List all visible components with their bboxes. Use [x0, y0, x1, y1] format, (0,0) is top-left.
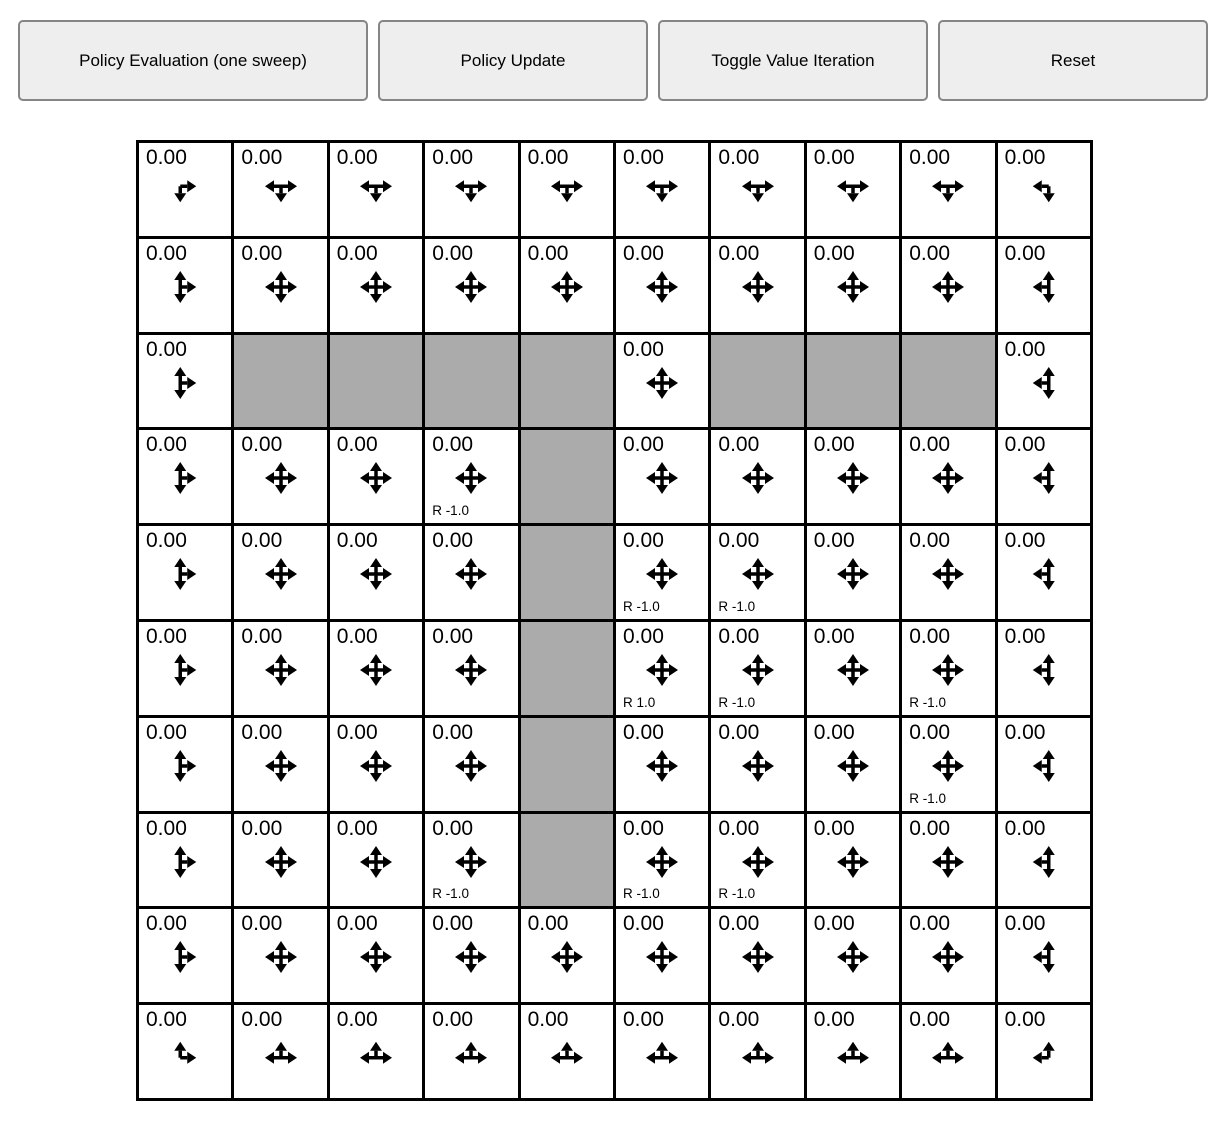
state-value: 0.00 [909, 433, 951, 457]
state-value: 0.00 [718, 1008, 760, 1032]
grid-cell-1-8 [902, 239, 994, 332]
grid-cell-9-7 [807, 1005, 899, 1098]
state-value: 0.00 [146, 241, 187, 265]
grid-cell-3-9 [998, 430, 1090, 523]
state-value: 0.00 [241, 433, 283, 457]
state-value: 0.00 [909, 529, 951, 553]
policy-arrows-icon [640, 361, 684, 405]
state-value: 0.00 [241, 1008, 283, 1032]
policy-arrows-icon [449, 552, 493, 596]
grid-cell-7-0 [139, 814, 231, 907]
state-value: 0.00 [432, 433, 474, 457]
policy-arrows-icon [259, 265, 303, 309]
policy-arrows-icon [449, 265, 493, 309]
state-value: 0.00 [1004, 912, 1046, 936]
policy-evaluation-button[interactable]: Policy Evaluation (one sweep) [18, 20, 368, 101]
state-value: 0.00 [146, 816, 187, 840]
grid-cell-8-9 [998, 909, 1090, 1002]
policy-arrows-icon [545, 265, 589, 309]
grid-cell-8-3 [425, 909, 517, 1002]
policy-arrows-icon [545, 169, 589, 213]
state-value: 0.00 [336, 912, 378, 936]
grid-cell-2-0 [139, 335, 231, 428]
state-value: 0.00 [813, 146, 855, 169]
grid-cell-5-1 [234, 622, 326, 715]
policy-arrows-icon [736, 648, 780, 692]
state-value: 0.00 [241, 241, 283, 265]
state-value: 0.00 [527, 146, 569, 169]
policy-arrows-icon [736, 552, 780, 596]
policy-arrows-icon [926, 840, 970, 884]
grid-cell-1-4 [521, 239, 613, 332]
state-value: 0.00 [432, 241, 474, 265]
policy-arrows-icon [736, 169, 780, 213]
state-value: 0.00 [623, 625, 664, 648]
grid-cell-4-2 [330, 526, 422, 619]
policy-arrows-icon [259, 744, 303, 788]
state-value: 0.00 [146, 146, 187, 169]
reset-button[interactable]: Reset [938, 20, 1208, 101]
grid-cell-1-5 [616, 239, 708, 332]
policy-arrows-icon [926, 648, 970, 692]
policy-arrows-icon [736, 456, 780, 500]
state-value: 0.00 [432, 146, 474, 169]
state-value: 0.00 [1004, 146, 1046, 169]
state-value: 0.00 [813, 816, 855, 840]
reward-label: R -1.0 [432, 886, 469, 902]
policy-arrows-icon [640, 935, 684, 979]
policy-arrows-icon [163, 1031, 207, 1075]
policy-arrows-icon [354, 552, 398, 596]
state-value: 0.00 [718, 625, 760, 648]
state-value: 0.00 [146, 433, 187, 457]
state-value: 0.00 [1004, 816, 1046, 840]
policy-arrows-icon [831, 648, 875, 692]
state-value: 0.00 [336, 529, 378, 553]
state-value: 0.00 [146, 529, 187, 553]
policy-arrows-icon [259, 1031, 303, 1075]
policy-arrows-icon [926, 935, 970, 979]
state-value: 0.00 [623, 337, 664, 361]
grid-cell-6-2 [330, 718, 422, 811]
wall-cell-2-6 [711, 335, 803, 428]
policy-arrows-icon [354, 840, 398, 884]
policy-arrows-icon [163, 935, 207, 979]
policy-arrows-icon [1022, 840, 1066, 884]
grid-cell-2-5 [616, 335, 708, 428]
state-value: 0.00 [241, 529, 283, 553]
policy-arrows-icon [259, 456, 303, 500]
policy-arrows-icon [1022, 935, 1066, 979]
state-value: 0.00 [336, 625, 378, 648]
policy-arrows-icon [163, 552, 207, 596]
grid-cell-3-7 [807, 430, 899, 523]
state-value: 0.00 [718, 241, 760, 265]
policy-arrows-icon [640, 169, 684, 213]
state-value: 0.00 [432, 625, 474, 648]
policy-arrows-icon [831, 744, 875, 788]
grid-cell-1-9 [998, 239, 1090, 332]
policy-arrows-icon [1022, 265, 1066, 309]
policy-arrows-icon [354, 1031, 398, 1075]
policy-arrows-icon [354, 456, 398, 500]
state-value: 0.00 [909, 720, 951, 744]
grid-cell-1-2 [330, 239, 422, 332]
state-value: 0.00 [241, 625, 283, 648]
grid-cell-7-1 [234, 814, 326, 907]
wall-cell-2-1 [234, 335, 326, 428]
grid-cell-8-8 [902, 909, 994, 1002]
policy-arrows-icon [1022, 1031, 1066, 1075]
reward-label: R -1.0 [623, 599, 660, 614]
reward-label: R -1.0 [623, 886, 660, 902]
policy-arrows-icon [1022, 169, 1066, 213]
state-value: 0.00 [813, 529, 855, 553]
state-value: 0.00 [241, 912, 283, 936]
policy-arrows-icon [926, 744, 970, 788]
wall-cell-2-7 [807, 335, 899, 428]
policy-arrows-icon [736, 935, 780, 979]
state-value: 0.00 [909, 146, 951, 169]
policy-arrows-icon [736, 744, 780, 788]
policy-arrows-icon [545, 935, 589, 979]
grid-cell-3-8 [902, 430, 994, 523]
policy-arrows-icon [640, 1031, 684, 1075]
grid-cell-4-6 [711, 526, 803, 619]
grid-cell-7-5 [616, 814, 708, 907]
grid-cell-3-3 [425, 430, 517, 523]
state-value: 0.00 [1004, 241, 1046, 265]
policy-arrows-icon [163, 361, 207, 405]
state-value: 0.00 [527, 912, 569, 936]
policy-arrows-icon [449, 935, 493, 979]
grid-cell-8-4 [521, 909, 613, 1002]
policy-arrows-icon [449, 169, 493, 213]
grid-cell-6-5 [616, 718, 708, 811]
policy-arrows-icon [259, 648, 303, 692]
policy-arrows-icon [449, 1031, 493, 1075]
grid-cell-9-5 [616, 1005, 708, 1098]
state-value: 0.00 [909, 625, 951, 648]
grid-cell-9-1 [234, 1005, 326, 1098]
state-value: 0.00 [1004, 720, 1046, 744]
state-value: 0.00 [718, 720, 760, 744]
wall-cell-5-4 [521, 622, 613, 715]
grid-cell-8-2 [330, 909, 422, 1002]
policy-arrows-icon [163, 456, 207, 500]
policy-arrows-icon [163, 744, 207, 788]
state-value: 0.00 [718, 816, 760, 840]
state-value: 0.00 [909, 816, 951, 840]
policy-arrows-icon [831, 456, 875, 500]
policy-arrows-icon [1022, 744, 1066, 788]
wall-cell-2-8 [902, 335, 994, 428]
wall-cell-7-4 [521, 814, 613, 907]
grid-cell-5-9 [998, 622, 1090, 715]
policy-arrows-icon [831, 169, 875, 213]
wall-cell-2-4 [521, 335, 613, 428]
state-value: 0.00 [146, 337, 187, 361]
state-value: 0.00 [623, 720, 664, 744]
grid-cell-6-1 [234, 718, 326, 811]
grid-cell-9-4 [521, 1005, 613, 1098]
state-value: 0.00 [1004, 337, 1046, 361]
state-value: 0.00 [527, 241, 569, 265]
policy-arrows-icon [926, 552, 970, 596]
policy-arrows-icon [449, 456, 493, 500]
policy-arrows-icon [163, 648, 207, 692]
grid-cell-0-9 [998, 143, 1090, 236]
state-value: 0.00 [432, 912, 474, 936]
policy-arrows-icon [736, 265, 780, 309]
policy-arrows-icon [259, 840, 303, 884]
policy-arrows-icon [354, 265, 398, 309]
grid-cell-6-3 [425, 718, 517, 811]
state-value: 0.00 [432, 1008, 474, 1032]
state-value: 0.00 [718, 529, 760, 553]
policy-arrows-icon [736, 840, 780, 884]
state-value: 0.00 [813, 912, 855, 936]
state-value: 0.00 [336, 433, 378, 457]
grid-cell-4-9 [998, 526, 1090, 619]
policy-arrows-icon [831, 1031, 875, 1075]
policy-arrows-icon [926, 456, 970, 500]
wall-cell-2-2 [330, 335, 422, 428]
grid-cell-7-3 [425, 814, 517, 907]
state-value: 0.00 [336, 146, 378, 169]
policy-arrows-icon [926, 1031, 970, 1075]
grid-cell-7-2 [330, 814, 422, 907]
grid-cell-3-2 [330, 430, 422, 523]
state-value: 0.00 [1004, 625, 1046, 648]
policy-arrows-icon [831, 840, 875, 884]
grid-cell-3-1 [234, 430, 326, 523]
reward-label: R -1.0 [718, 599, 756, 614]
policy-arrows-icon [1022, 456, 1066, 500]
state-value: 0.00 [146, 625, 187, 648]
grid-cell-8-6 [711, 909, 803, 1002]
policy-arrows-icon [163, 840, 207, 884]
grid-cell-5-3 [425, 622, 517, 715]
policy-arrows-icon [354, 935, 398, 979]
grid-cell-1-0 [139, 239, 231, 332]
policy-arrows-icon [163, 265, 207, 309]
state-value: 0.00 [1004, 433, 1046, 457]
policy-arrows-icon [163, 169, 207, 213]
grid-cell-7-9 [998, 814, 1090, 907]
policy-arrows-icon [831, 265, 875, 309]
grid-cell-5-7 [807, 622, 899, 715]
policy-arrows-icon [545, 1031, 589, 1075]
wall-cell-6-4 [521, 718, 613, 811]
policy-arrows-icon [736, 1031, 780, 1075]
state-value: 0.00 [146, 720, 187, 744]
grid-cell-2-9 [998, 335, 1090, 428]
policy-update-button[interactable]: Policy Update [378, 20, 648, 101]
policy-arrows-icon [640, 552, 684, 596]
grid-cell-9-0 [139, 1005, 231, 1098]
policy-arrows-icon [354, 744, 398, 788]
grid-cell-3-0 [139, 430, 231, 523]
state-value: 0.00 [432, 720, 474, 744]
grid-cell-7-6 [711, 814, 803, 907]
state-value: 0.00 [813, 433, 855, 457]
policy-arrows-icon [259, 935, 303, 979]
policy-arrows-icon [640, 265, 684, 309]
policy-arrows-icon [1022, 552, 1066, 596]
grid-cell-5-0 [139, 622, 231, 715]
policy-arrows-icon [259, 169, 303, 213]
state-value: 0.00 [718, 433, 760, 457]
grid-cell-6-9 [998, 718, 1090, 811]
policy-arrows-icon [449, 648, 493, 692]
grid-cell-8-1 [234, 909, 326, 1002]
gridworld-grid [136, 140, 1093, 1101]
grid-cell-8-7 [807, 909, 899, 1002]
grid-cell-8-0 [139, 909, 231, 1002]
grid-cell-9-3 [425, 1005, 517, 1098]
state-value: 0.00 [1004, 1008, 1046, 1032]
grid-cell-0-6 [711, 143, 803, 236]
policy-arrows-icon [449, 744, 493, 788]
grid-cell-0-5 [616, 143, 708, 236]
grid-cell-0-2 [330, 143, 422, 236]
grid-cell-3-6 [711, 430, 803, 523]
state-value: 0.00 [336, 241, 378, 265]
reward-label: R -1.0 [909, 790, 946, 806]
toggle-value-iteration-button[interactable]: Toggle Value Iteration [658, 20, 928, 101]
reward-label: R 1.0 [623, 694, 656, 710]
wall-cell-3-4 [521, 430, 613, 523]
state-value: 0.00 [909, 1008, 951, 1032]
grid-cell-5-6 [711, 622, 803, 715]
policy-arrows-icon [1022, 648, 1066, 692]
reward-label: R -1.0 [432, 503, 469, 519]
grid-cell-7-7 [807, 814, 899, 907]
toolbar [18, 20, 1208, 101]
policy-arrows-icon [1022, 361, 1066, 405]
grid-cell-0-7 [807, 143, 899, 236]
reward-label: R -1.0 [718, 694, 756, 710]
grid-cell-1-1 [234, 239, 326, 332]
grid-cell-9-9 [998, 1005, 1090, 1098]
grid-cell-4-7 [807, 526, 899, 619]
grid-cell-6-0 [139, 718, 231, 811]
state-value: 0.00 [718, 912, 760, 936]
grid-cell-6-6 [711, 718, 803, 811]
state-value: 0.00 [813, 625, 855, 648]
policy-arrows-icon [831, 552, 875, 596]
state-value: 0.00 [623, 816, 664, 840]
policy-arrows-icon [640, 840, 684, 884]
grid-cell-5-8 [902, 622, 994, 715]
state-value: 0.00 [623, 912, 664, 936]
state-value: 0.00 [718, 146, 760, 169]
grid-cell-0-4 [521, 143, 613, 236]
state-value: 0.00 [1004, 529, 1046, 553]
state-value: 0.00 [336, 1008, 378, 1032]
grid-cell-5-2 [330, 622, 422, 715]
policy-arrows-icon [640, 648, 684, 692]
policy-arrows-icon [926, 169, 970, 213]
state-value: 0.00 [432, 529, 474, 553]
grid-cell-7-8 [902, 814, 994, 907]
grid-cell-9-6 [711, 1005, 803, 1098]
grid-cell-4-5 [616, 526, 708, 619]
grid-cell-6-8 [902, 718, 994, 811]
state-value: 0.00 [623, 241, 664, 265]
grid-cell-6-7 [807, 718, 899, 811]
state-value: 0.00 [813, 241, 855, 265]
state-value: 0.00 [241, 720, 283, 744]
grid-cell-3-5 [616, 430, 708, 523]
grid-cell-4-0 [139, 526, 231, 619]
grid-cell-9-2 [330, 1005, 422, 1098]
policy-arrows-icon [354, 648, 398, 692]
state-value: 0.00 [813, 720, 855, 744]
grid-cell-1-7 [807, 239, 899, 332]
state-value: 0.00 [909, 912, 951, 936]
state-value: 0.00 [336, 816, 378, 840]
state-value: 0.00 [909, 241, 951, 265]
policy-arrows-icon [259, 552, 303, 596]
grid-cell-1-6 [711, 239, 803, 332]
state-value: 0.00 [527, 1008, 569, 1032]
policy-arrows-icon [640, 744, 684, 788]
grid-cell-4-1 [234, 526, 326, 619]
grid-cell-0-0 [139, 143, 231, 236]
wall-cell-2-3 [425, 335, 517, 428]
grid-cell-0-8 [902, 143, 994, 236]
grid-cell-4-8 [902, 526, 994, 619]
wall-cell-4-4 [521, 526, 613, 619]
state-value: 0.00 [432, 816, 474, 840]
state-value: 0.00 [813, 1008, 855, 1032]
state-value: 0.00 [241, 146, 283, 169]
reward-label: R -1.0 [718, 886, 756, 902]
grid-cell-9-8 [902, 1005, 994, 1098]
reward-label: R -1.0 [909, 694, 946, 710]
policy-arrows-icon [640, 456, 684, 500]
policy-arrows-icon [831, 935, 875, 979]
state-value: 0.00 [146, 912, 187, 936]
grid-cell-8-5 [616, 909, 708, 1002]
state-value: 0.00 [146, 1008, 187, 1032]
grid-cell-4-3 [425, 526, 517, 619]
state-value: 0.00 [623, 1008, 664, 1032]
policy-arrows-icon [926, 265, 970, 309]
state-value: 0.00 [336, 720, 378, 744]
state-value: 0.00 [623, 146, 664, 169]
state-value: 0.00 [623, 433, 664, 457]
grid-cell-1-3 [425, 239, 517, 332]
grid-cell-0-3 [425, 143, 517, 236]
state-value: 0.00 [623, 529, 664, 553]
policy-arrows-icon [449, 840, 493, 884]
state-value: 0.00 [241, 816, 283, 840]
grid-cell-0-1 [234, 143, 326, 236]
grid-cell-5-5 [616, 622, 708, 715]
policy-arrows-icon [354, 169, 398, 213]
